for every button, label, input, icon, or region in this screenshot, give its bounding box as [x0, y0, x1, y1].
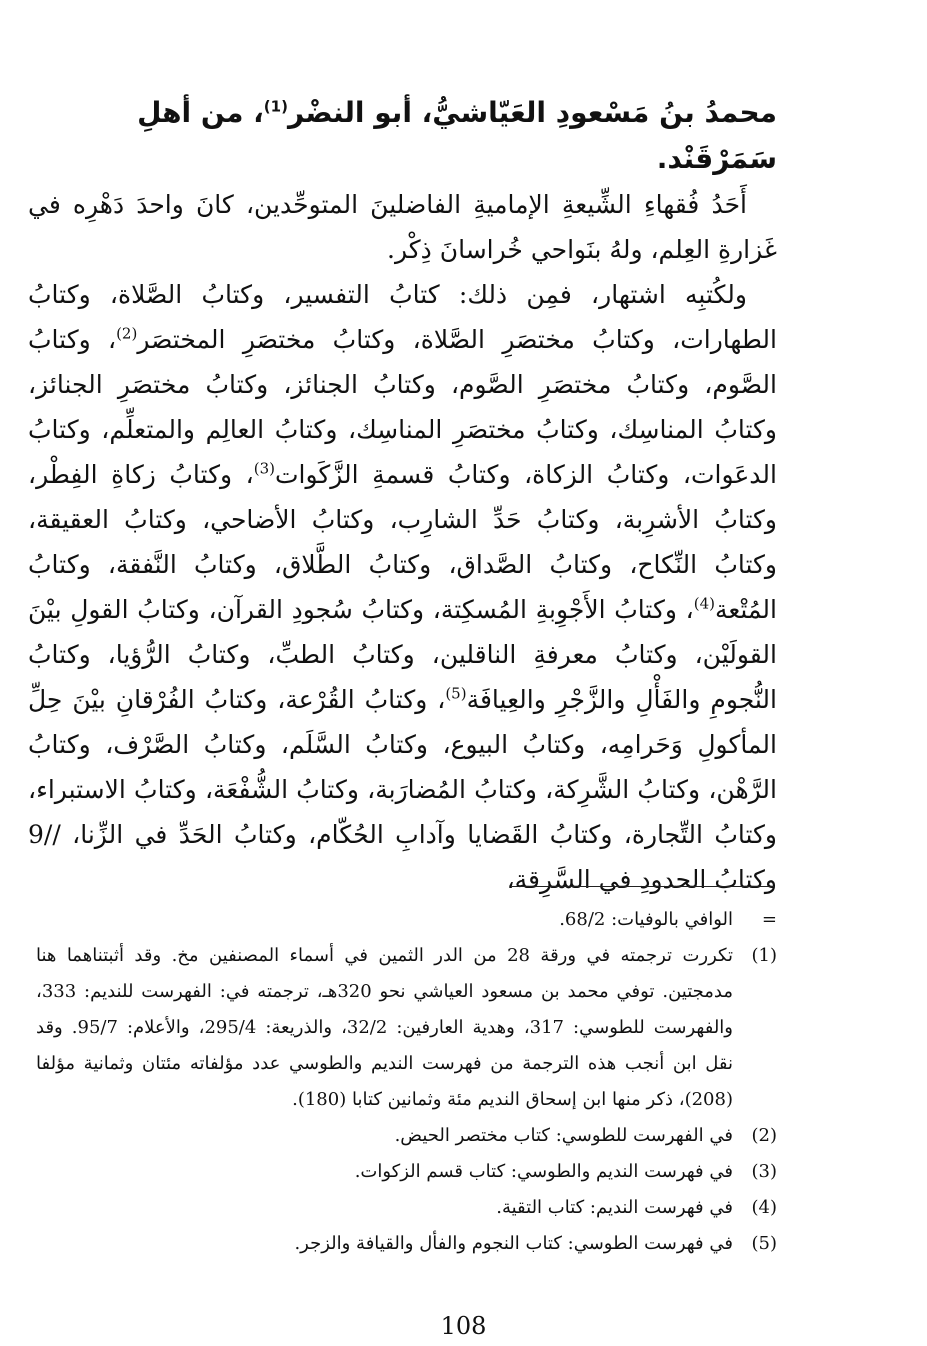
footnote-4: [36, 1190, 779, 1226]
footnote-5: [36, 1226, 779, 1262]
entry-heading-origin: ، من أهلِ سَمَرْقَنْد.: [137, 96, 777, 175]
footnote-marker-4[interactable]: (4): [693, 594, 715, 613]
footnote-text: تكررت ترجمته في ورقة 28 من الدر الثمين في أسماء المصنفين مخ. وقد أثبتناهما هنا مدمجتين. توفي محمد بن مسعود العياشي نحو 320هـ، ترجمته في: الفهرست للنديم: 333، والفهرست للطوسي: 317، وهدية العارفين: 32/2، والذريعة: 295/4، والأعلام: 95/7. وقد نقل ابن أنجب هذه الترجمة من فهرست النديم والطوسي عدد مؤلفاته مئتان وثمانية مؤلفا (208)، ذكر منها ابن إسحاق النديم مئة وثمانين كتابا (180).: [36, 945, 733, 1110]
footnote-3: [36, 1154, 779, 1190]
page-number: 108: [440, 1312, 487, 1340]
footnote-marker-3[interactable]: (3): [253, 459, 275, 478]
books-text-segment: ، وكتابُ زكاةِ الفِطْر، وكتابُ الأشرِبة، وكتابُ حَدِّ الشارِب، وكتابُ الأضاحي، وكتابُ العقيقة، وكتابُ النِّكاح، وكتابُ الصَّداق، وكتابُ الطَّلاق، وكتابُ النَّفقة، وكتابُ المُتْعة: [28, 460, 777, 624]
books-paragraph: [28, 272, 777, 902]
main-text-block: [28, 90, 777, 902]
books-text-segment: ولكُتبِه اشتهار، فمِن ذلك: كتابُ التفسير، وكتابُ الصَّلاة، وكتابُ الطهارات، وكتابُ مختصَرِ الصَّلاة، وكتابُ مختصَرِ المختصَر: [28, 280, 777, 354]
footnote-marker-1[interactable]: (1): [263, 97, 288, 116]
books-text-segment: ، وكتابُ الصَّوم، وكتابُ مختصَرِ الصَّوم، وكتابُ الجنائز، وكتابُ مختصَرِ الجنائز، وكتابُ المناسِك، وكتابُ مختصَرِ المناسِك، وكتابُ العالِم والمتعلِّم، وكتابُ الدعَوات، وكتابُ الزكاة، وكتابُ قسمةِ الزَّكَوات: [28, 325, 777, 489]
footnote-number: (1): [751, 945, 777, 966]
footnote-continued: [36, 902, 779, 938]
footnote-number: =: [761, 909, 777, 930]
footnote-number: (2): [751, 1125, 777, 1146]
footnotes-block: [36, 902, 779, 1262]
entry-heading-name: محمدُ بنُ مَسْعودِ العَيّاشيُّ، أبو النضْر: [287, 96, 777, 129]
footnote-divider: [512, 886, 774, 887]
footnote-number: (5): [751, 1233, 777, 1254]
footnote-marker-5[interactable]: (5): [445, 684, 467, 703]
footnote-1: [36, 938, 779, 1118]
entry-heading: [28, 90, 777, 182]
footnote-number: (3): [751, 1161, 777, 1182]
footnote-text: في فهرست النديم والطوسي: كتاب قسم الزكوات.: [354, 1161, 733, 1182]
footnote-2: [36, 1118, 779, 1154]
footnote-text: في فهرست الطوسي: كتاب النجوم والفأل والقيافة والزجر.: [294, 1233, 733, 1254]
books-text-segment: ، وكتابُ الأَجْوِبةِ المُسكِتة، وكتابُ سُجودِ القرآن، وكتابُ القولِ بيْنَ القولَيْن، وكتابُ معرفةِ الناقلين، وكتابُ الطبِّ، وكتابُ الرُّؤيا، وكتابُ النُّجومِ والفَأْلِ والزَّجْرِ والعِيافَة: [28, 595, 777, 714]
intro-paragraph: أَحَدُ فُقهاءِ الشِّيعةِ الإماميةِ الفاضلينَ المتوحِّدين، كانَ واحدَ دَهْرِه في غَزارةِ العِلم، ولهُ بنَواحي خُراسانَ ذِكْر.: [28, 190, 777, 264]
footnote-text: في فهرست النديم: كتاب التقية.: [496, 1197, 733, 1218]
books-text-segment: ، وكتابُ القُرْعة، وكتابُ الفُرْقانِ بيْنَ حِلِّ المأكولِ وَحَرامِه، وكتابُ البيوع، وكتابُ السَّلَم، وكتابُ الصَّرْف، وكتابُ الرَّهْن، وكتابُ الشَّرِكة، وكتابُ المُضارَبة، وكتابُ الشُّفْعَة، وكتابُ الاستبراء، وكتابُ التِّجارة، وكتابُ القَضايا وآدابِ الحُكّام، وكتابُ الحَدِّ في الزِّنا، //9 وكتابُ الحدودِ في السَّرِقة،: [28, 685, 777, 894]
footnote-marker-2[interactable]: (2): [116, 324, 138, 343]
footnote-text: الوافي بالوفيات: 68/2.: [559, 909, 733, 930]
footnote-text: في الفهرست للطوسي: كتاب مختصر الحيض.: [394, 1125, 733, 1146]
footnote-number: (4): [751, 1197, 777, 1218]
